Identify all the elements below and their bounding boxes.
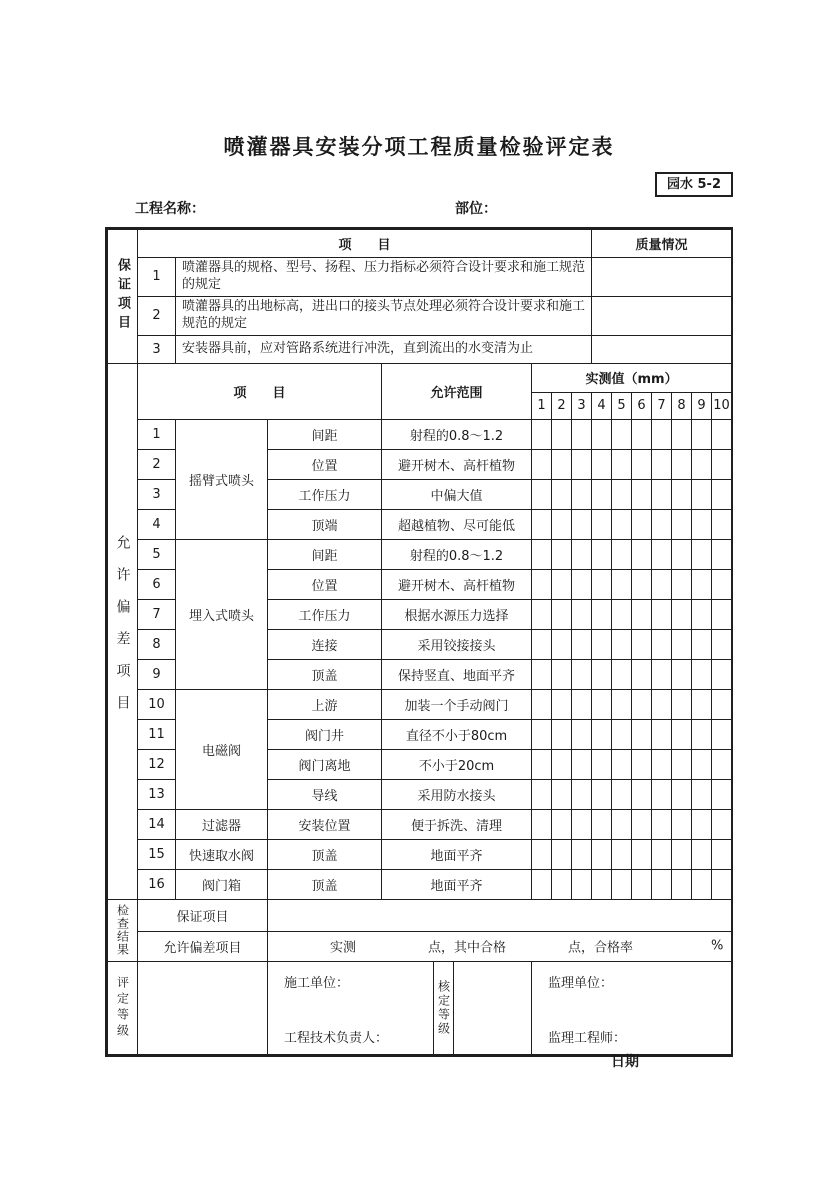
measured-value-cell — [672, 839, 692, 869]
measured-value-cell — [612, 839, 632, 869]
measured-value-cell — [552, 509, 572, 539]
measured-value-cell — [712, 749, 732, 779]
measured-value-cell — [632, 419, 652, 449]
measured-value-cell — [612, 419, 632, 449]
percent-sign: % — [711, 938, 724, 954]
measured-value-cell — [632, 719, 652, 749]
measured-col-number: 5 — [612, 392, 632, 419]
row-number-cell: 14 — [138, 809, 176, 839]
measured-value-cell — [572, 599, 592, 629]
check-item-cell: 位置 — [268, 569, 382, 599]
measured-value-cell — [552, 719, 572, 749]
measured-value-cell — [632, 629, 652, 659]
deviation-row — [108, 839, 732, 869]
measured-value-cell — [672, 449, 692, 479]
guarantee-side-label: 保证项目 — [108, 230, 138, 364]
check-item-cell: 间距 — [268, 419, 382, 449]
measured-value-cell — [692, 569, 712, 599]
measured-value-cell — [552, 539, 572, 569]
measured-value-cell — [672, 869, 692, 899]
check-side-label: 检查结果 — [108, 899, 138, 961]
measured-value-cell — [532, 449, 552, 479]
row-number-cell: 4 — [138, 509, 176, 539]
measured-value-cell — [532, 479, 552, 509]
measured-value-cell — [652, 479, 672, 509]
measured-value-cell — [592, 449, 612, 479]
measured-value-cell — [652, 809, 672, 839]
measured-value-cell — [652, 449, 672, 479]
deviation-header-item: 项 目 — [138, 363, 382, 419]
measured-value-cell — [552, 809, 572, 839]
measured-col-number: 9 — [692, 392, 712, 419]
row-number-cell: 13 — [138, 779, 176, 809]
measured-value-cell — [712, 569, 732, 599]
check-item-cell: 间距 — [268, 539, 382, 569]
measured-value-cell — [612, 869, 632, 899]
measured-value-cell — [572, 509, 592, 539]
measured-value-cell — [672, 569, 692, 599]
check-item-cell: 顶盖 — [268, 869, 382, 899]
device-group-cell: 电磁阀 — [176, 689, 268, 809]
measured-value-cell — [552, 479, 572, 509]
measured-value-cell — [532, 839, 552, 869]
measured-value-cell — [712, 719, 732, 749]
measured-value-cell — [692, 749, 712, 779]
measured-value-cell — [572, 629, 592, 659]
measured-value-cell — [652, 509, 672, 539]
row-number-cell: 12 — [138, 749, 176, 779]
measured-value-cell — [552, 629, 572, 659]
measured-value-cell — [652, 749, 672, 779]
measured-value-cell — [692, 479, 712, 509]
supervision-unit-cell — [532, 961, 732, 1054]
measured-value-cell — [552, 449, 572, 479]
measured-value-cell — [592, 539, 612, 569]
check-item-cell: 连接 — [268, 629, 382, 659]
measured-value-cell — [572, 449, 592, 479]
measured-value-cell — [552, 869, 572, 899]
measured-value-cell — [592, 509, 612, 539]
measured-value-cell — [632, 569, 652, 599]
device-group-cell: 过滤器 — [176, 809, 268, 839]
measured-value-cell — [632, 749, 652, 779]
measured-value-cell — [712, 599, 732, 629]
row-number-cell: 10 — [138, 689, 176, 719]
allowed-range-cell: 中偏大值 — [382, 479, 532, 509]
measured-value-cell — [672, 539, 692, 569]
measured-value-cell — [532, 539, 552, 569]
measured-value-cell — [672, 809, 692, 839]
measured-value-cell — [612, 509, 632, 539]
measured-value-cell — [572, 569, 592, 599]
measured-value-cell — [692, 809, 712, 839]
allowed-range-cell: 超越植物、尽可能低 — [382, 509, 532, 539]
measured-value-cell — [592, 809, 612, 839]
check-item-cell: 顶盖 — [268, 659, 382, 689]
measured-value-cell — [652, 629, 672, 659]
measured-value-cell — [692, 659, 712, 689]
check-item-cell: 阀门离地 — [268, 749, 382, 779]
measured-value-cell — [712, 539, 732, 569]
measured-value-cell — [552, 569, 572, 599]
check-result-section — [107, 899, 732, 962]
guarantee-header-item: 项 目 — [138, 230, 592, 258]
measured-col-number: 2 — [552, 392, 572, 419]
measured-value-cell — [532, 599, 552, 629]
measured-value-cell — [572, 809, 592, 839]
measured-value-cell — [632, 689, 652, 719]
construction-unit-label: 施工单位： — [284, 975, 350, 991]
measured-value-cell — [712, 689, 732, 719]
measured-value-cell — [652, 569, 672, 599]
measured-value-cell — [652, 659, 672, 689]
measured-value-cell — [652, 539, 672, 569]
measured-label: 实测 — [330, 940, 357, 956]
allowed-range-cell: 避开树木、高杆植物 — [382, 569, 532, 599]
measured-value-cell — [712, 869, 732, 899]
check-item-cell: 顶端 — [268, 509, 382, 539]
measured-value-cell — [572, 779, 592, 809]
guarantee-row — [108, 258, 732, 297]
measured-value-cell — [572, 689, 592, 719]
measured-value-cell — [672, 749, 692, 779]
measured-value-cell — [672, 599, 692, 629]
row-number-cell: 3 — [138, 335, 176, 363]
measured-value-cell — [592, 839, 612, 869]
row-number-cell: 16 — [138, 869, 176, 899]
measured-value-cell — [572, 419, 592, 449]
measured-value-cell — [672, 419, 692, 449]
measured-value-cell — [672, 659, 692, 689]
measured-value-cell — [712, 629, 732, 659]
allowed-range-cell: 根据水源压力选择 — [382, 599, 532, 629]
allowed-range-cell: 地面平齐 — [382, 869, 532, 899]
measured-value-cell — [692, 689, 712, 719]
check-deviation-label: 允许偏差项目 — [138, 931, 268, 961]
device-group-cell: 埋入式喷头 — [176, 539, 268, 689]
measured-value-cell — [612, 809, 632, 839]
measured-value-cell — [712, 479, 732, 509]
measured-value-cell — [652, 869, 672, 899]
measured-value-cell — [612, 689, 632, 719]
allowed-range-cell: 不小于20cm — [382, 749, 532, 779]
measured-value-cell — [632, 599, 652, 629]
measured-value-cell — [592, 779, 612, 809]
qualified-label: 点，其中合格 — [428, 940, 507, 956]
measured-value-cell — [692, 839, 712, 869]
measured-value-cell — [612, 749, 632, 779]
measured-col-number: 3 — [572, 392, 592, 419]
measured-value-cell — [572, 479, 592, 509]
measured-value-cell — [652, 689, 672, 719]
measured-value-cell — [652, 599, 672, 629]
deviation-side-label: 允许偏差项目 — [108, 363, 138, 899]
requirement-text: 喷灌器具的规格、型号、扬程、压力指标必须符合设计要求和施工规范的规定 — [176, 258, 592, 297]
measured-value-cell — [532, 749, 552, 779]
grade-blank-cell — [138, 961, 268, 1054]
allowed-range-cell: 便于拆洗、清理 — [382, 809, 532, 839]
allowed-range-cell: 采用防水接头 — [382, 779, 532, 809]
allowed-range-cell: 避开树木、高杆植物 — [382, 449, 532, 479]
measured-value-cell — [652, 779, 672, 809]
measured-value-cell — [712, 419, 732, 449]
measured-value-cell — [612, 719, 632, 749]
measured-value-cell — [592, 719, 612, 749]
row-number-cell: 1 — [138, 419, 176, 449]
measured-value-cell — [612, 569, 632, 599]
quality-status-cell — [592, 335, 732, 363]
row-number-cell: 2 — [138, 449, 176, 479]
measured-col-number: 10 — [712, 392, 732, 419]
main-table — [105, 227, 733, 1057]
quality-status-cell — [592, 296, 732, 335]
measured-value-cell — [712, 449, 732, 479]
measured-value-cell — [712, 659, 732, 689]
measured-value-cell — [572, 839, 592, 869]
deviation-row — [108, 539, 732, 569]
grade-side-label: 评定等级 — [108, 961, 138, 1054]
measured-value-cell — [592, 689, 612, 719]
measured-value-cell — [692, 509, 712, 539]
allowed-range-cell: 射程的0.8～1.2 — [382, 539, 532, 569]
measured-value-cell — [672, 779, 692, 809]
requirement-text: 安装器具前，应对管路系统进行冲洗，直到流出的水变清为止 — [176, 335, 592, 363]
check-item-cell: 上游 — [268, 689, 382, 719]
row-number-cell: 9 — [138, 659, 176, 689]
measured-value-cell — [552, 749, 572, 779]
device-group-cell: 摇臂式喷头 — [176, 419, 268, 539]
measured-value-cell — [592, 869, 612, 899]
measured-value-cell — [592, 479, 612, 509]
measured-value-cell — [552, 599, 572, 629]
verify-grade-label: 核定等级 — [434, 961, 454, 1054]
measured-value-cell — [692, 599, 712, 629]
measured-value-cell — [572, 719, 592, 749]
check-item-cell: 工作压力 — [268, 599, 382, 629]
measured-value-cell — [532, 689, 552, 719]
measured-value-cell — [532, 779, 552, 809]
measured-value-cell — [672, 689, 692, 719]
measured-value-cell — [532, 569, 552, 599]
construction-unit-cell — [268, 961, 434, 1054]
deviation-row — [108, 869, 732, 899]
row-number-cell: 15 — [138, 839, 176, 869]
check-deviation-result-cell — [268, 931, 732, 961]
allowed-range-cell: 直径不小于80cm — [382, 719, 532, 749]
measured-col-number: 8 — [672, 392, 692, 419]
location-label: 部位： — [455, 201, 497, 217]
guarantee-header-quality: 质量情况 — [592, 230, 732, 258]
measured-value-cell — [592, 629, 612, 659]
row-number-cell: 1 — [138, 258, 176, 297]
allowed-range-cell: 采用铰接接头 — [382, 629, 532, 659]
allowed-range-cell: 地面平齐 — [382, 839, 532, 869]
measured-value-cell — [672, 629, 692, 659]
measured-value-cell — [632, 479, 652, 509]
measured-value-cell — [532, 719, 552, 749]
measured-value-cell — [572, 659, 592, 689]
measured-value-cell — [532, 659, 552, 689]
measured-value-cell — [672, 509, 692, 539]
measured-value-cell — [652, 839, 672, 869]
measured-col-number: 4 — [592, 392, 612, 419]
allowed-range-cell: 加装一个手动阀门 — [382, 689, 532, 719]
measured-value-cell — [692, 539, 712, 569]
measured-col-number: 7 — [652, 392, 672, 419]
measured-value-cell — [532, 809, 552, 839]
date-label: 日期 — [611, 1054, 639, 1070]
device-group-cell: 快速取水阀 — [176, 839, 268, 869]
measured-value-cell — [692, 779, 712, 809]
measured-value-cell — [592, 419, 612, 449]
measured-value-cell — [712, 839, 732, 869]
measured-value-cell — [632, 539, 652, 569]
measured-value-cell — [652, 719, 672, 749]
grade-section — [107, 961, 732, 1055]
check-item-cell: 顶盖 — [268, 839, 382, 869]
deviation-header-range: 允许范围 — [382, 363, 532, 419]
measured-value-cell — [672, 719, 692, 749]
check-item-cell: 导线 — [268, 779, 382, 809]
measured-value-cell — [632, 509, 652, 539]
device-group-cell: 阀门箱 — [176, 869, 268, 899]
measured-value-cell — [692, 719, 712, 749]
measured-value-cell — [612, 659, 632, 689]
guarantee-row — [108, 335, 732, 363]
deviation-section — [107, 363, 732, 900]
measured-value-cell — [612, 599, 632, 629]
measured-value-cell — [532, 419, 552, 449]
measured-value-cell — [632, 869, 652, 899]
measured-value-cell — [712, 509, 732, 539]
measured-value-cell — [592, 569, 612, 599]
deviation-header-measured: 实测值（mm） — [532, 363, 732, 392]
quality-status-cell — [592, 258, 732, 297]
measured-value-cell — [692, 869, 712, 899]
check-guarantee-label: 保证项目 — [138, 899, 268, 931]
row-number-cell: 7 — [138, 599, 176, 629]
measured-value-cell — [692, 449, 712, 479]
deviation-row — [108, 809, 732, 839]
measured-value-cell — [652, 419, 672, 449]
project-name-label: 工程名称： — [135, 201, 205, 217]
check-item-cell: 阀门井 — [268, 719, 382, 749]
check-item-cell: 安装位置 — [268, 809, 382, 839]
measured-value-cell — [632, 779, 652, 809]
measured-value-cell — [592, 749, 612, 779]
measured-value-cell — [672, 479, 692, 509]
tech-lead-label: 工程技术负责人： — [284, 1030, 389, 1046]
measured-value-cell — [552, 779, 572, 809]
measured-value-cell — [552, 689, 572, 719]
measured-value-cell — [612, 449, 632, 479]
measured-col-number: 1 — [532, 392, 552, 419]
measured-value-cell — [532, 629, 552, 659]
row-number-cell: 6 — [138, 569, 176, 599]
row-number-cell: 11 — [138, 719, 176, 749]
row-number-cell: 8 — [138, 629, 176, 659]
measured-value-cell — [632, 839, 652, 869]
row-number-cell: 3 — [138, 479, 176, 509]
measured-value-cell — [572, 749, 592, 779]
measured-col-number: 6 — [632, 392, 652, 419]
measured-value-cell — [552, 419, 572, 449]
measured-value-cell — [592, 659, 612, 689]
measured-value-cell — [552, 839, 572, 869]
measured-value-cell — [692, 419, 712, 449]
form-code-badge: 园水 5-2 — [655, 172, 733, 197]
verify-blank-cell — [454, 961, 532, 1054]
measured-value-cell — [572, 869, 592, 899]
deviation-row — [108, 689, 732, 719]
supervision-unit-label: 监理单位： — [548, 975, 614, 991]
measured-value-cell — [712, 779, 732, 809]
guarantee-section — [107, 229, 732, 364]
measured-value-cell — [612, 779, 632, 809]
measured-value-cell — [532, 869, 552, 899]
measured-value-cell — [572, 539, 592, 569]
row-number-cell: 2 — [138, 296, 176, 335]
measured-value-cell — [592, 599, 612, 629]
supervision-engineer-label: 监理工程师： — [548, 1030, 627, 1046]
pass-rate-label: 点，合格率 — [568, 940, 634, 956]
measured-value-cell — [612, 629, 632, 659]
requirement-text: 喷灌器具的出地标高，进出口的接头节点处理必须符合设计要求和施工规范的规定 — [176, 296, 592, 335]
measured-value-cell — [632, 659, 652, 689]
measured-value-cell — [632, 449, 652, 479]
measured-value-cell — [552, 659, 572, 689]
measured-value-cell — [692, 629, 712, 659]
allowed-range-cell: 保持竖直、地面平齐 — [382, 659, 532, 689]
measured-value-cell — [612, 479, 632, 509]
guarantee-row — [108, 296, 732, 335]
check-item-cell: 位置 — [268, 449, 382, 479]
check-item-cell: 工作压力 — [268, 479, 382, 509]
page-title: 喷灌器具安装分项工程质量检验评定表 — [223, 135, 615, 159]
measured-value-cell — [712, 809, 732, 839]
deviation-row — [108, 419, 732, 449]
measured-value-cell — [612, 539, 632, 569]
measured-value-cell — [532, 509, 552, 539]
measured-value-cell — [632, 809, 652, 839]
check-guarantee-result-cell — [268, 899, 732, 931]
row-number-cell: 5 — [138, 539, 176, 569]
allowed-range-cell: 射程的0.8～1.2 — [382, 419, 532, 449]
